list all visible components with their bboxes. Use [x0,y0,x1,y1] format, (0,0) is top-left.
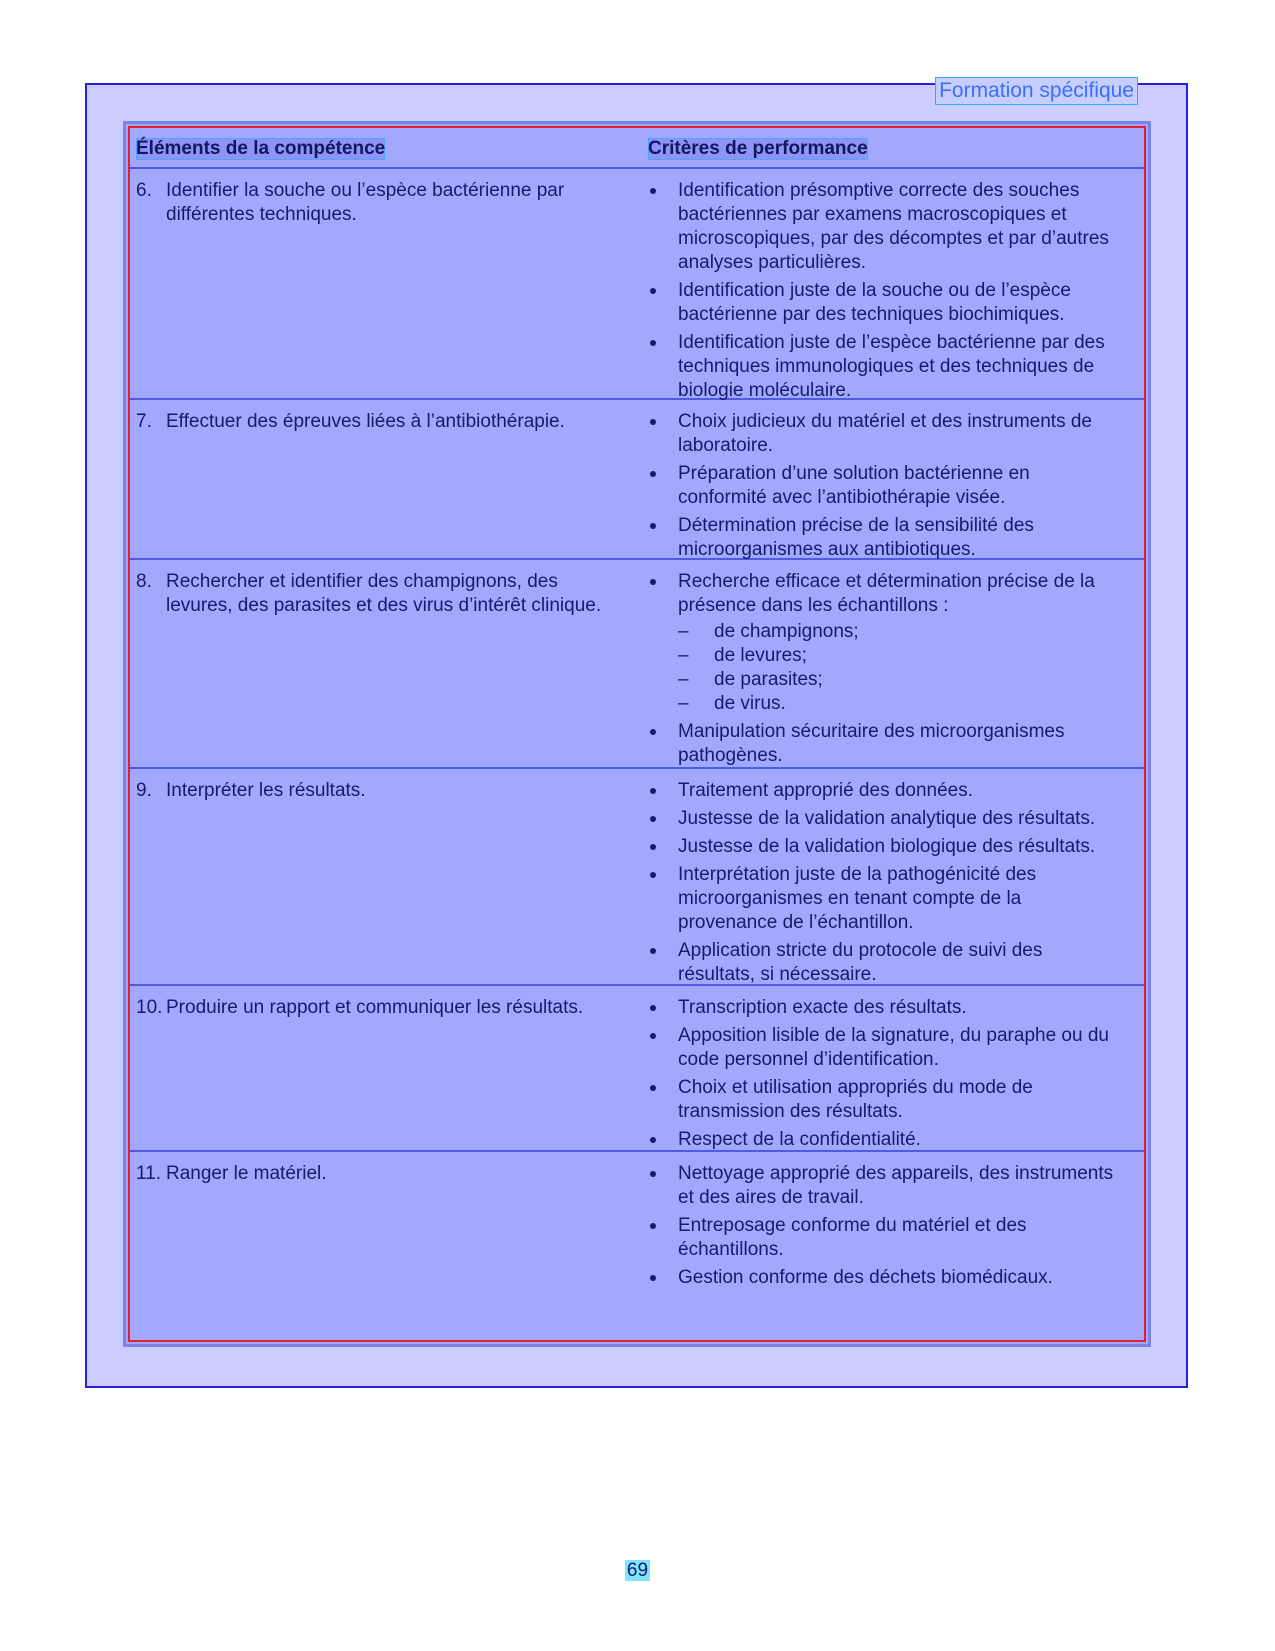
criterion-item [648,835,1118,859]
competence-element [136,996,621,1020]
section-header: Formation spécifique [935,77,1138,105]
criterion-text: Justesse de la validation biologique des résultats. [678,836,1096,857]
bullet-icon [650,188,656,194]
element-text: Identifier la souche ou l’espèce bactérienne par différentes techniques. [166,180,565,225]
criterion-item [648,807,1118,831]
column-header-criteria: Critères de performance [648,138,868,159]
bullet-icon [650,1085,656,1091]
dash-icon: – [678,645,689,666]
criterion-text: Respect de la confidentialité. [678,1129,921,1150]
competence-element [136,410,621,434]
criterion-text: Apposition lisible de la signature, du paraphe ou du code personnel d’identification. [678,1025,1109,1070]
table-row [130,986,1144,1152]
element-number: 8. [136,571,152,592]
criterion-subitem-text: de virus. [714,693,786,714]
element-number: 6. [136,180,152,201]
bullet-icon [650,1223,656,1229]
element-number: 11. [136,1163,162,1184]
criterion-item [648,1162,1118,1210]
criterion-text: Détermination précise de la sensibilité des microorganismes aux antibiotiques. [678,515,1034,560]
criterion-text: Transcription exacte des résultats. [678,997,967,1018]
page-number-label: 69 [626,1560,649,1581]
dash-icon: – [678,669,689,690]
criterion-text: Préparation d’une solution bactérienne en conformité avec l’antibiothérapie visée. [678,463,1030,508]
table-row [130,400,1144,560]
bullet-icon [650,419,656,425]
competence-element [136,179,621,227]
competence-element [136,779,621,803]
criterion-subitem-text: de levures; [714,645,807,666]
criterion-text: Justesse de la validation analytique des résultats. [678,808,1096,829]
bullet-icon [650,1005,656,1011]
criterion-text: Traitement approprié des données. [678,780,974,801]
criterion-item [648,514,1118,562]
element-number: 10. [136,997,163,1018]
bullet-icon [650,844,656,850]
element-text: Ranger le matériel. [166,1163,327,1184]
competence-element [136,1162,621,1186]
bullet-icon [650,729,656,735]
criterion-text: Choix judicieux du matériel et des instruments de laboratoire. [678,411,1092,456]
page-number [0,1560,1275,1582]
bullet-icon [650,288,656,294]
criterion-text: Identification juste de la souche ou de l’espèce bactérienne par des techniques biochimiques. [678,280,1071,325]
criterion-item [648,279,1118,327]
element-number: 7. [136,411,152,432]
criteria-list [648,179,1118,407]
criterion-item [648,179,1118,275]
element-text: Interpréter les résultats. [166,780,366,801]
criterion-item [648,720,1118,768]
competence-element [136,570,621,618]
bullet-icon [650,816,656,822]
bullet-icon [650,579,656,585]
page-frame [85,79,1188,1388]
bullet-icon [650,1275,656,1281]
bullet-icon [650,872,656,878]
table-row [130,560,1144,769]
dash-icon: – [678,621,689,642]
criterion-item [648,1214,1118,1262]
dash-icon: – [678,693,689,714]
column-header-elements: Éléments de la compétence [136,138,386,159]
criterion-item [648,1024,1118,1072]
bullet-icon [650,1033,656,1039]
criterion-text: Identification présomptive correcte des souches bactériennes par examens macroscopiques et microscopiques, par des décomptes et par d’autres analyses particulières. [678,180,1109,273]
criterion-text: Choix et utilisation appropriés du mode de transmission des résultats. [678,1077,1033,1122]
criterion-subitem [678,692,1118,716]
criterion-text: Nettoyage approprié des appareils, des instruments et des aires de travail. [678,1163,1114,1208]
table-row [130,169,1144,400]
criterion-subitem [678,644,1118,668]
bullet-icon [650,788,656,794]
criterion-subitem [678,620,1118,644]
criterion-text: Application stricte du protocole de suivi des résultats, si nécessaire. [678,940,1043,985]
criterion-text: Entreposage conforme du matériel et des échantillons. [678,1215,1027,1260]
bullet-icon [650,523,656,529]
criterion-subitem-text: de parasites; [714,669,823,690]
element-text: Effectuer des épreuves liées à l’antibiothérapie. [166,411,565,432]
element-text: Rechercher et identifier des champignons, des levures, des parasites et des virus d’intérêt clinique. [166,571,602,616]
table-header-row [130,128,1144,169]
criteria-list [648,779,1118,991]
criteria-list [648,570,1118,772]
criteria-list [648,1162,1118,1294]
bullet-icon [650,1137,656,1143]
criterion-text: Recherche efficace et détermination précise de la présence dans les échantillons : [678,571,1095,616]
criterion-item [648,1266,1118,1290]
criterion-item [648,939,1118,987]
bullet-icon [650,340,656,346]
bullet-icon [650,948,656,954]
criterion-text: Gestion conforme des déchets biomédicaux. [678,1267,1053,1288]
criterion-subitem [678,668,1118,692]
criterion-item [648,462,1118,510]
criterion-item [648,410,1118,458]
competence-table [128,126,1146,1342]
criteria-list [648,996,1118,1156]
criterion-subitem-text: de champignons; [714,621,859,642]
criterion-item [648,996,1118,1020]
criterion-item [648,331,1118,403]
criterion-item [648,570,1118,716]
criterion-item [648,1076,1118,1124]
bullet-icon [650,1171,656,1177]
criterion-item [648,863,1118,935]
competence-table-container [123,121,1151,1347]
bullet-icon [650,471,656,477]
criterion-item [648,1128,1118,1152]
table-row [130,1152,1144,1290]
element-text: Produire un rapport et communiquer les résultats. [166,997,584,1018]
criterion-text: Identification juste de l’espèce bactérienne par des techniques immunologiques et des techniques de biologie moléculaire. [678,332,1105,401]
element-number: 9. [136,780,152,801]
table-body [130,169,1144,1290]
criterion-text: Manipulation sécuritaire des microorganismes pathogènes. [678,721,1065,766]
criterion-text: Interprétation juste de la pathogénicité des microorganismes en tenant compte de la provenance de l’échantillon. [678,864,1037,933]
criterion-item [648,779,1118,803]
table-row [130,769,1144,986]
criteria-list [648,410,1118,566]
criterion-sublist [678,620,1118,716]
